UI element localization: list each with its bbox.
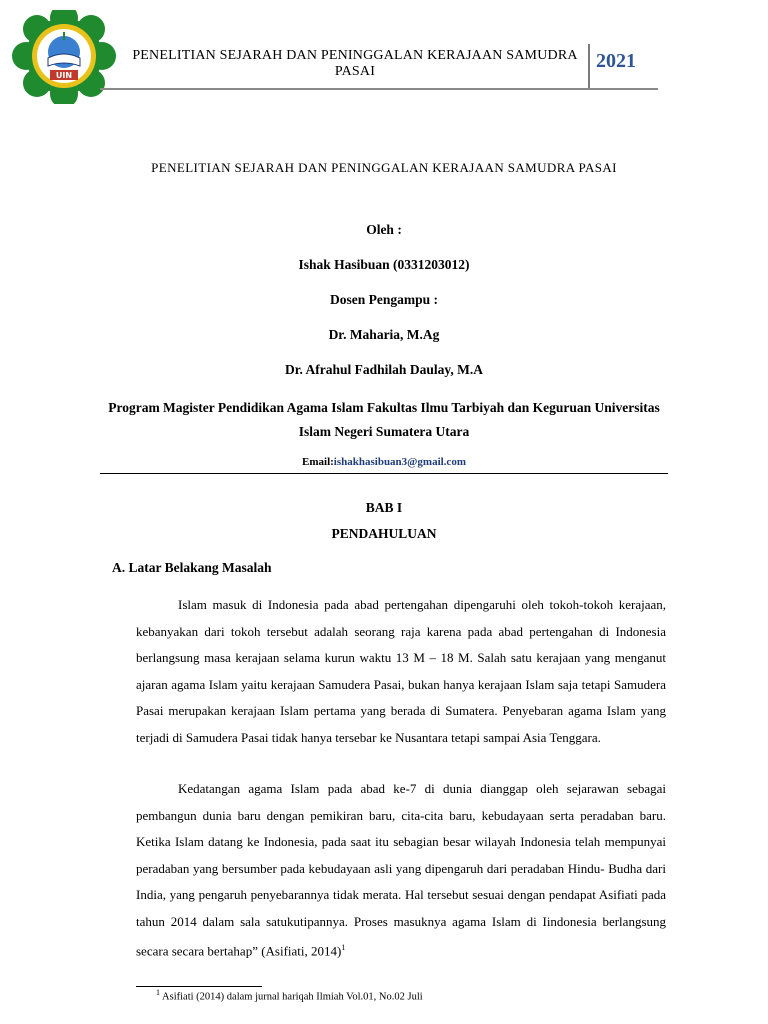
email-label: Email: bbox=[302, 456, 334, 468]
header-rule bbox=[100, 88, 658, 90]
program-affiliation: Program Magister Pendidikan Agama Islam Fakultas Ilmu Tarbiyah dan Keguruan Universitas Islam Negeri Sumatera Utara bbox=[108, 400, 660, 439]
header-divider bbox=[588, 44, 590, 88]
lecturer-2: Dr. Afrahul Fadhilah Daulay, M.A bbox=[285, 362, 483, 377]
header-title: PENELITIAN SEJARAH DAN PENINGGALAN KERAJAAN SAMUDRA PASAI bbox=[132, 48, 578, 79]
svg-text:UIN: UIN bbox=[55, 71, 73, 80]
oleh-label: Oleh : bbox=[366, 222, 402, 237]
paragraph-2 bbox=[136, 776, 666, 965]
footnote bbox=[156, 988, 423, 1003]
email-link[interactable]: ishakhasibuan3@gmail.com bbox=[333, 456, 466, 468]
document-title: PENELITIAN SEJARAH DAN PENINGGALAN KERAJAAN SAMUDRA PASAI bbox=[151, 160, 617, 175]
paragraph-2-text: Kedatangan agama Islam pada abad ke-7 di dunia dianggap oleh sejarawan sebagai pembangun dunia baru dengan pemikiran baru, cita-cita baru, kebudayaan serta peradaban baru. Ketika Islam datang ke Indonesia, pada saat itu sebagian besar wilayah Indonesia telah mempunyai peradaban yang bersumber pada kebudayaan asli yang dipengaruh dari peradaban Hindu- Budha dari India, yang pengaruh penyebarannya tidak merata. Hal tersebut sesuai dengan pendapat Asifiati pada tahun 2014 dalam sala satukutipannya. Proses masuknya agama Islam di Iindonesia berlangsung secara secara bertahap” (Asifiati, 2014) bbox=[136, 781, 666, 959]
footnote-reference[interactable]: 1 bbox=[341, 943, 346, 952]
lecturer-1: Dr. Maharia, M.Ag bbox=[328, 327, 440, 342]
chapter-number: BAB I bbox=[365, 500, 403, 515]
footnote-number: 1 bbox=[156, 988, 160, 997]
paragraph-1: Islam masuk di Indonesia pada abad pertengahan dipengaruhi oleh tokoh-tokoh kerajaan, kebanyakan dari tokoh tersebut adalah seorang raja karena pada abad pertengahan di Indonesia berlangsung masa kerajaan selama kurun waktu 13 M – 18 M. Salah satu kerajaan yang menganut ajaran agama Islam yaitu kerajaan Samudera Pasai, bukan hanya kerajaan Islam saja tetapi Samudera Pasai merupakan kerajaan Islam pertama yang berada di Sumatera. Penyebaran agama Islam yang terjadi di Samudera Pasai tidak hanya tersebar ke Nusantara tetapi sampai Asia Tenggara. bbox=[136, 597, 666, 745]
header-year: 2021 bbox=[596, 50, 636, 72]
chapter-title: PENDAHULUAN bbox=[331, 526, 437, 541]
section-heading: A. Latar Belakang Masalah bbox=[112, 560, 272, 575]
email-rule bbox=[100, 473, 668, 474]
author-name: Ishak Hasibuan (0331203012) bbox=[298, 257, 470, 272]
dosen-label: Dosen Pengampu : bbox=[329, 292, 438, 307]
footnote-rule bbox=[136, 986, 262, 987]
footnote-text: Asifiati (2014) dalam jurnal hariqah Ilmiah Vol.01, No.02 Juli bbox=[162, 991, 423, 1003]
email-line bbox=[0, 456, 768, 468]
